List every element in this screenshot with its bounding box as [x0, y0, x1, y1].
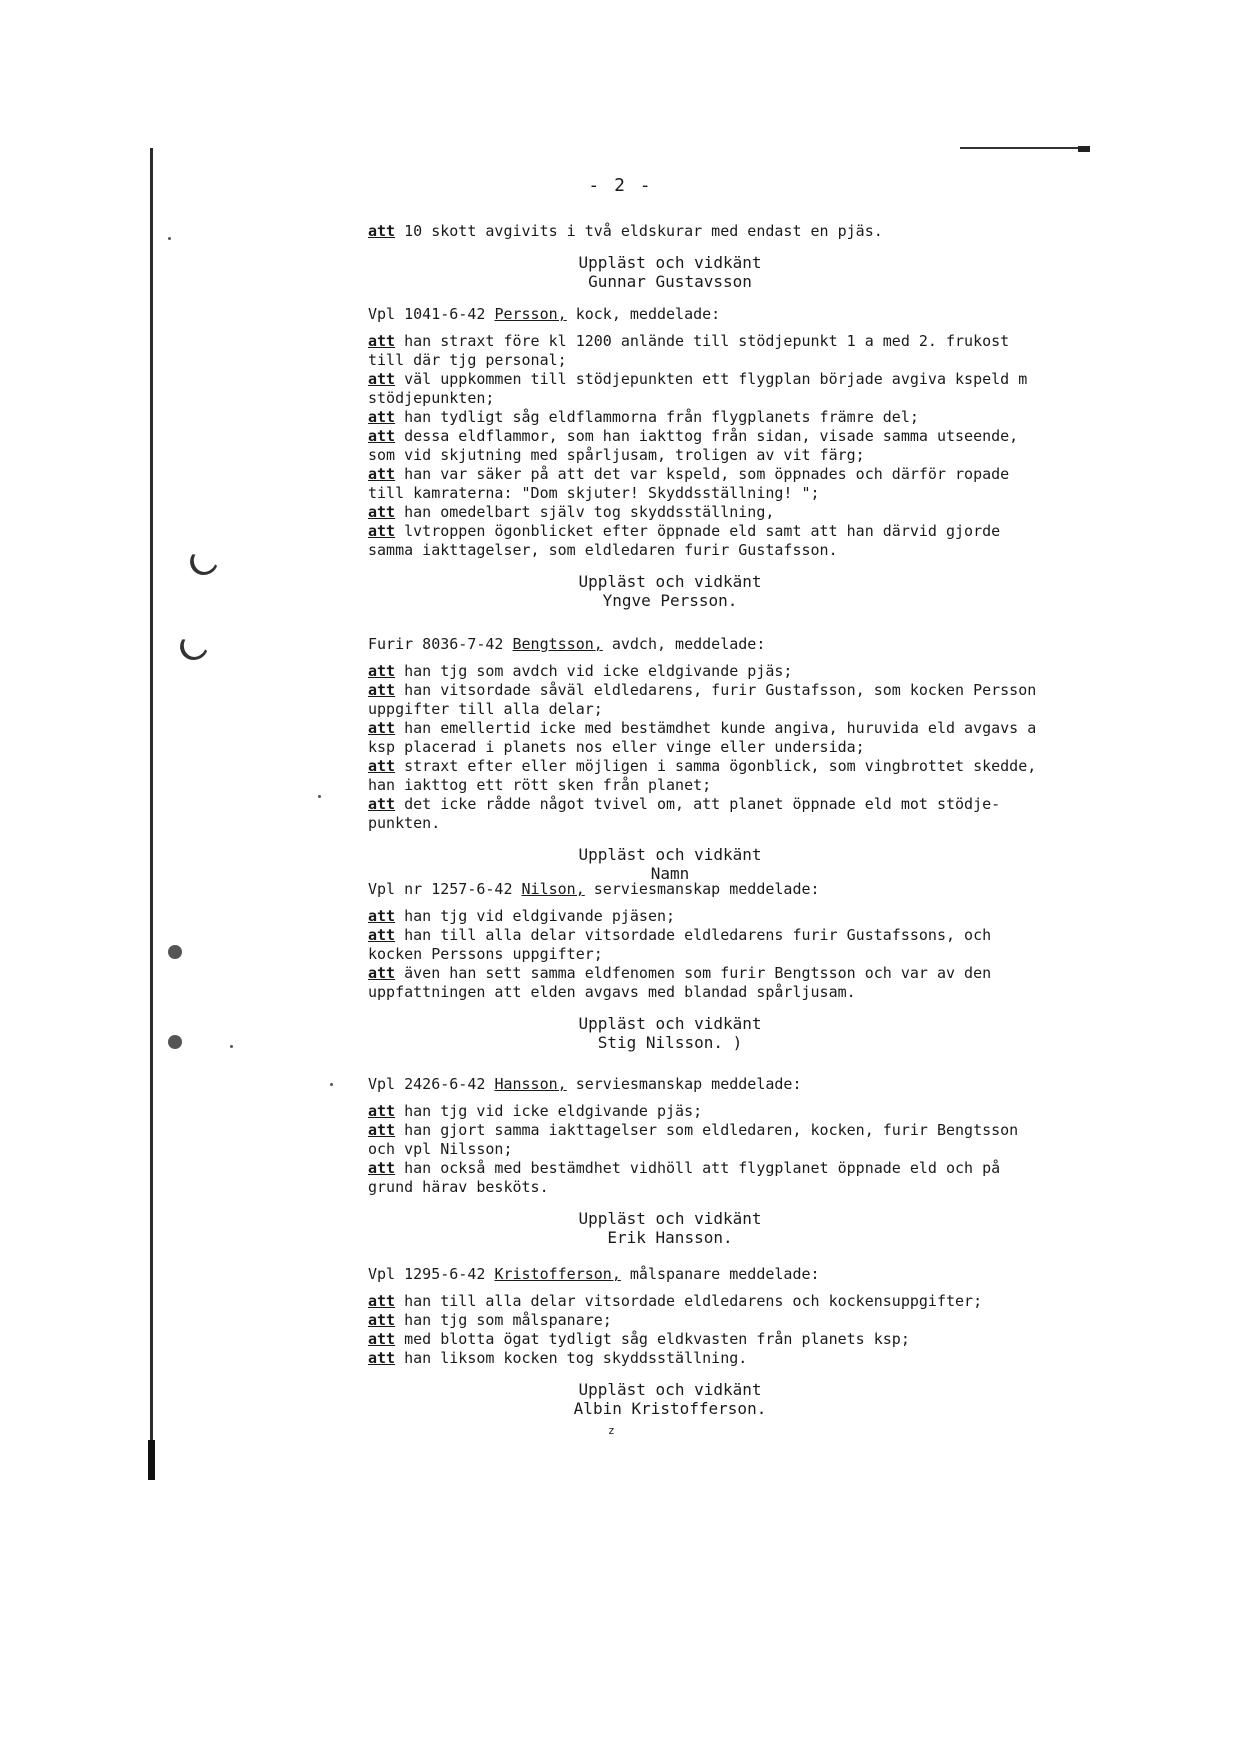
staple-mark — [186, 544, 222, 579]
att-keyword: att — [368, 370, 396, 388]
statement-text: han var säker på att det var kspeld, som öppnades och därför ropade — [395, 465, 1010, 483]
statement-line — [368, 408, 1068, 427]
signature-block — [390, 1209, 950, 1247]
witness-role: kock, meddelade: — [566, 305, 721, 323]
witness-role: avdch, meddelade: — [602, 635, 766, 653]
read-label: Uppläst och vidkänt — [578, 1014, 762, 1033]
statement-line — [368, 814, 1068, 833]
signer-name: Yngve Persson. — [602, 591, 738, 610]
statement-line — [368, 1330, 1068, 1349]
att-keyword: att — [368, 1102, 396, 1120]
att-keyword: att — [368, 719, 396, 737]
read-label: Uppläst och vidkänt — [578, 253, 762, 272]
att-keyword: att — [368, 503, 396, 521]
speck — [330, 1083, 333, 1086]
signer-name: Gunnar Gustavsson — [588, 272, 752, 291]
witness-role: serviesmanskap meddelade: — [566, 1075, 802, 1093]
statement-line — [368, 351, 1068, 370]
statement-line — [368, 332, 1068, 351]
statement-line — [368, 427, 1068, 446]
opening-line — [368, 222, 1068, 241]
speck — [168, 237, 171, 240]
statement-line — [368, 907, 1068, 926]
att-keyword: att — [368, 1159, 396, 1177]
signer-name: Erik Hansson. — [607, 1228, 733, 1247]
statement-body — [368, 907, 1068, 1002]
witness-name: Hansson, — [494, 1075, 567, 1093]
speck — [230, 1045, 233, 1048]
att-keyword: att — [368, 1292, 396, 1310]
att-keyword: att — [368, 795, 396, 813]
statement-text: som vid skjutning med spårljusam, troligen av vit färg; — [368, 446, 865, 464]
att-keyword: att — [368, 1330, 396, 1348]
statement-line — [368, 1140, 1068, 1159]
statement-line — [368, 983, 1068, 1002]
read-label: Uppläst och vidkänt — [578, 1209, 762, 1228]
read-label: Uppläst och vidkänt — [578, 845, 762, 864]
statement-text: han tydligt såg eldflammorna från flygplanets främre del; — [395, 408, 919, 426]
statement-text: han omedelbart själv tog skyddsställning, — [395, 503, 775, 521]
statement-line — [368, 945, 1068, 964]
att-keyword: att — [368, 332, 396, 350]
witness-role: målspanare meddelade: — [620, 1265, 820, 1283]
statement-text: till kamraterna: "Dom skjuter! Skyddsställning! "; — [368, 484, 820, 502]
statement-line — [368, 662, 1068, 681]
statement-text: han liksom kocken tog skyddsställning. — [395, 1349, 748, 1367]
statement-intro — [368, 880, 1068, 899]
statement-line — [368, 1311, 1068, 1330]
statement-line — [368, 926, 1068, 945]
att-keyword: att — [368, 1121, 396, 1139]
att-keyword: att — [368, 907, 396, 925]
statement-text: straxt efter eller möjligen i samma ögonblick, som vingbrottet skedde, — [395, 757, 1037, 775]
statement-text: han iakttog ett rött sken från planet; — [368, 776, 712, 794]
statement-intro — [368, 305, 1068, 324]
att-keyword: att — [368, 662, 396, 680]
statement-line — [368, 700, 1068, 719]
att-keyword: att — [368, 522, 396, 540]
statement-text: han tjg vid icke eldgivande pjäs; — [395, 1102, 703, 1120]
att-keyword: att — [368, 681, 396, 699]
statement-body — [368, 1102, 1068, 1197]
statement-text: uppgifter till alla delar; — [368, 700, 603, 718]
statement-line — [368, 1159, 1068, 1178]
statement-body — [368, 332, 1068, 560]
witness-id: Vpl 1295-6-42 — [368, 1265, 495, 1283]
att-keyword: att — [368, 964, 396, 982]
statement-line — [368, 389, 1068, 408]
statement-line — [368, 446, 1068, 465]
signer-name: Albin Kristofferson. — [573, 1399, 767, 1418]
statement-text: även han sett samma eldfenomen som furir Bengtsson och var av den — [395, 964, 992, 982]
statement-intro — [368, 1075, 1068, 1094]
statement-text: dessa eldflammor, som han iakttog från sidan, visade samma utseende, — [395, 427, 1019, 445]
statement-line — [368, 541, 1068, 560]
statement-text: han vitsordade såväl eldledarens, furir Gustafsson, som kocken Persson — [395, 681, 1037, 699]
statement-text: stödjepunkten; — [368, 389, 495, 407]
footer-mark: z — [608, 1424, 615, 1437]
statement-line — [368, 1178, 1068, 1197]
statement-text: grund härav besköts. — [368, 1178, 549, 1196]
att-keyword: att — [368, 222, 396, 240]
statement-body — [368, 662, 1068, 833]
signer-name: Namn — [650, 864, 690, 883]
statement-line — [368, 484, 1068, 503]
statement-line — [368, 776, 1068, 795]
statement-text: han till alla delar vitsordade eldledarens furir Gustafssons, och — [395, 926, 992, 944]
statement-line — [368, 681, 1068, 700]
statement-line — [368, 370, 1068, 389]
signature-block — [390, 1014, 950, 1052]
att-keyword: att — [368, 926, 396, 944]
witness-id: Vpl nr 1257-6-42 — [368, 880, 522, 898]
read-label: Uppläst och vidkänt — [578, 1380, 762, 1399]
statement-line — [368, 757, 1068, 776]
statement-text: samma iakttagelser, som eldledaren furir Gustafsson. — [368, 541, 838, 559]
witness-name: Persson, — [494, 305, 567, 323]
statement-line — [368, 503, 1068, 522]
statement-text: ksp placerad i planets nos eller vinge eller undersida; — [368, 738, 865, 756]
statement-intro — [368, 635, 1068, 654]
scan-border-top-mark — [1078, 146, 1090, 152]
statement-text: lvtroppen ögonblicket efter öppnade eld samt att han därvid gjorde — [395, 522, 1001, 540]
signature-block — [390, 572, 950, 610]
speck — [318, 795, 321, 798]
statement-text: till där tjg personal; — [368, 351, 567, 369]
witness-name: Kristofferson, — [494, 1265, 621, 1283]
statement-line — [368, 1121, 1068, 1140]
witness-id: Vpl 2426-6-42 — [368, 1075, 495, 1093]
witness-role: serviesmanskap meddelade: — [584, 880, 820, 898]
att-keyword: att — [368, 1349, 396, 1367]
statement-text: väl uppkommen till stödjepunkten ett flygplan började avgiva kspeld m — [395, 370, 1028, 388]
statement-text: punkten. — [368, 814, 441, 832]
statement-text: med blotta ögat tydligt såg eldkvasten från planets ksp; — [395, 1330, 910, 1348]
att-keyword: att — [368, 408, 396, 426]
witness-id: Furir 8036-7-42 — [368, 635, 513, 653]
statement-line — [368, 719, 1068, 738]
statement-text: det icke rådde något tvivel om, att planet öppnade eld mot stödje- — [395, 795, 1001, 813]
statement-line — [368, 1292, 1068, 1311]
scan-border-left — [150, 148, 153, 1478]
statement-text: han tjg som målspanare; — [395, 1311, 612, 1329]
statement-text: han också med bestämdhet vidhöll att flygplanet öppnade eld och på — [395, 1159, 1001, 1177]
signature-block — [390, 1380, 950, 1418]
statement-line — [368, 465, 1068, 484]
att-keyword: att — [368, 757, 396, 775]
statement-text: han tjg vid eldgivande pjäsen; — [395, 907, 676, 925]
witness-name: Nilson, — [521, 880, 585, 898]
att-keyword: att — [368, 427, 396, 445]
witness-id: Vpl 1041-6-42 — [368, 305, 495, 323]
statement-text: han tjg som avdch vid icke eldgivande pjäs; — [395, 662, 793, 680]
statement-body — [368, 1292, 1068, 1368]
read-label: Uppläst och vidkänt — [578, 572, 762, 591]
punch-hole — [168, 1035, 182, 1049]
punch-hole — [168, 945, 182, 959]
statement-line — [368, 738, 1068, 757]
statement-text: och vpl Nilsson; — [368, 1140, 513, 1158]
witness-name: Bengtsson, — [512, 635, 603, 653]
statement-text: han emellertid icke med bestämdhet kunde angiva, huruvida eld avgavs a — [395, 719, 1037, 737]
scan-border-top — [960, 147, 1090, 149]
statement-line — [368, 1102, 1068, 1121]
statement-line — [368, 964, 1068, 983]
att-keyword: att — [368, 1311, 396, 1329]
page-number: - 2 - — [588, 175, 653, 196]
statement-text: kocken Perssons uppgifter; — [368, 945, 603, 963]
statement-text: han gjort samma iakttagelser som eldledaren, kocken, furir Bengtsson — [395, 1121, 1019, 1139]
statement-text: 10 skott avgivits i två eldskurar med endast en pjäs. — [395, 222, 883, 240]
att-keyword: att — [368, 465, 396, 483]
statement-text: han straxt före kl 1200 anlände till stödjepunkt 1 a med 2. frukost — [395, 332, 1010, 350]
statement-intro — [368, 1265, 1068, 1284]
staple-mark — [176, 629, 212, 664]
signature-block — [390, 845, 950, 883]
signer-name: Stig Nilsson. ) — [597, 1033, 743, 1052]
statement-line — [368, 1349, 1068, 1368]
statement-line — [368, 522, 1068, 541]
scan-border-left-mark — [148, 1440, 155, 1480]
statement-line — [368, 795, 1068, 814]
signature-block — [390, 253, 950, 291]
statement-text: uppfattningen att elden avgavs med blandad spårljusam. — [368, 983, 856, 1001]
statement-text: han till alla delar vitsordade eldledarens och kockensuppgifter; — [395, 1292, 983, 1310]
